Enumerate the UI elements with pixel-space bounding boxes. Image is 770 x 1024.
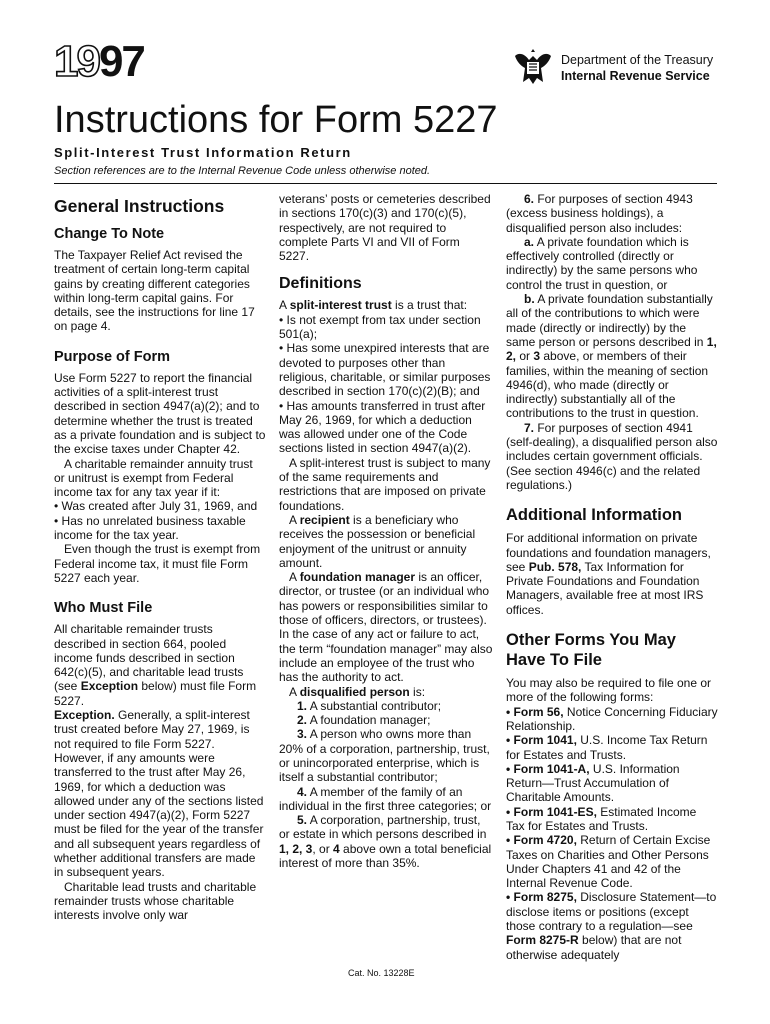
item-5-text-b: , or	[312, 841, 334, 856]
item-5-refs: 1, 2, 3	[279, 841, 313, 856]
year-outline: 19	[54, 37, 99, 86]
heading-purpose-of-form: Purpose of Form	[54, 348, 171, 365]
list-item-3	[279, 727, 493, 784]
list-item-2	[279, 713, 493, 727]
form-1041a-label: • Form 1041-A,	[506, 761, 590, 776]
paragraph-sit-def	[279, 298, 493, 312]
who-text-b: below) must file Form 5227.	[54, 679, 257, 708]
bullet-no-ubti: • Has no unrelated business taxable income for the tax year.	[54, 513, 246, 543]
paragraph-even: Even though the trust is exempt from Federal income tax, it must file Form 5227 each year.	[54, 542, 261, 585]
form-4720-text: Return of Certain Excise Taxes on Charities and Other Persons Under Chapters 41 and 42 of the Internal Revenue Code.	[506, 833, 711, 891]
form-8275-item	[506, 890, 718, 961]
foundation-manager-term: foundation manager	[299, 570, 416, 585]
fm-pre: A	[289, 570, 300, 585]
form-8275-label: • Form 8275,	[506, 890, 577, 905]
sub-item-a-text: A private foundation which is effectively controlled (directly or indirectly) by the same persons who control the trust in question, or	[506, 234, 698, 292]
who-exception-ref: Exception	[80, 679, 139, 694]
sub-item-b-refs: 1, 2,	[506, 334, 717, 364]
item-5-ref4: 4	[333, 841, 340, 856]
bullet-not-exempt: • Is not exempt from tax under section 501(a);	[279, 312, 481, 342]
paragraph-crat: A charitable remainder annuity trust or unitrust is exempt from Federal income tax for any tax year if it:	[54, 456, 253, 500]
form-1041es-item	[506, 805, 718, 834]
additional-text-a: For additional information on private foundations and foundation managers, see	[506, 531, 711, 574]
list-item-7	[506, 421, 718, 492]
form-1041-text: U.S. Income Tax Return for Estates and Trusts.	[506, 733, 708, 762]
sub-item-b-ref3: 3	[533, 349, 541, 364]
form-1041-item	[506, 733, 718, 762]
form-1041a-text: U.S. Information Return—Trust Accumulation of Charitable Amounts.	[506, 761, 680, 805]
form-56-text: Notice Concerning Fiduciary Relationship.	[506, 704, 718, 733]
heading-general-instructions: General Instructions	[54, 196, 225, 216]
agency-irs: Internal Revenue Service	[561, 69, 710, 83]
rec-pre: A	[289, 512, 300, 527]
year-solid: 97	[98, 37, 144, 86]
sub-item-a-label: a.	[524, 234, 535, 249]
form-8275-text: Disclosure Statement—to disclose items or positions (except those contrary to a regulation—see	[506, 890, 717, 934]
dp-post: is:	[409, 684, 426, 699]
item-4-number: 4.	[297, 784, 308, 799]
heading-additional-information: Additional Information	[506, 506, 682, 525]
catalog-number: Cat. No. 13228E	[348, 968, 415, 978]
item-3-text: A person who owns more than 20% of a corporation, partnership, trust, or unincorporated enterprise, which is itself a substantial contributor;	[279, 727, 490, 785]
sit-term: split-interest trust	[289, 298, 392, 313]
treasury-eagle-icon	[513, 48, 553, 88]
list-item-1	[279, 699, 493, 713]
sit-post: is a trust that:	[391, 298, 468, 313]
list-item-6	[506, 192, 718, 235]
fm-post: is an officer, director, or trustee (or an individual who has powers or responsibilities similar to those of officers, directors, or trustees). In the case of any act or failure to act, the term “foundation manager” may also include an employee of the trust who has the authority to act.	[279, 570, 493, 685]
form-8275-text-2: below) that are not otherwise adequately	[506, 933, 682, 962]
form-56-label: • Form 56,	[506, 704, 564, 719]
paragraph-disqualified	[279, 685, 493, 699]
form-8275r-ref: Form 8275-R	[506, 933, 579, 948]
heading-who-must-file: Who Must File	[54, 600, 153, 617]
paragraph-exception	[54, 708, 266, 880]
item-1-number: 1.	[297, 698, 308, 713]
form-4720-label: • Form 4720,	[506, 833, 577, 848]
list-item-4	[279, 785, 493, 814]
item-3-number: 3.	[297, 727, 308, 742]
item-2-text: A foundation manager;	[307, 713, 431, 728]
heading-other-forms: Other Forms You May Have To File	[506, 631, 676, 670]
form-1041a-item	[506, 762, 718, 805]
sub-item-b-text-c: above, or members of their families, within the meaning of section 4946(d), who made (directly or indirectly) substantially all of the contributions to the trust in question.	[506, 349, 709, 421]
paragraph-purpose: Use Form 5227 to report the financial activities of a split-interest trust described in section 4947(a)(2); and to determine whether the trust is treated as a private foundation and is subject to the excise taxes under Chapter 42.	[54, 370, 266, 457]
exception-text: Generally, a split-interest trust created before May 27, 1969, is not required to file Form 5227. However, if any amounts were transferred to the trust after May 26, 1969, for which a deduction was allowed under any of the sections listed under section 4947(a)(2), Form 5227 must be filed for the year of the transfer and all subsequent years regardless of whether additional transfers are made in subsequent years.	[54, 708, 264, 880]
item-5-number: 5.	[297, 813, 308, 828]
paragraph-sit-subject: A split-interest trust is subject to many of the same requirements and restrictions that are imposed on private foundations.	[279, 455, 491, 513]
paragraph-other-intro: You may also be required to file one or more of the following forms:	[506, 676, 712, 705]
item-1-text: A substantial contributor;	[307, 698, 442, 713]
sub-item-b-label: b.	[524, 292, 535, 307]
paragraph-additional	[506, 531, 718, 617]
who-text-a: All charitable remainder trusts described in section 664, pooled income funds described in section 642(c)(5), and charitable lead trusts (see	[54, 622, 244, 694]
dp-pre: A	[289, 684, 300, 699]
item-4-text: A member of the family of an individual in the first three categories; or	[279, 784, 492, 813]
column-3	[506, 192, 718, 962]
item-5-text-a: A corporation, partnership, trust, or estate in which persons described in	[279, 813, 487, 842]
paragraph-who	[54, 622, 266, 708]
agency-department: Department of the Treasury	[561, 53, 714, 67]
heading-definitions: Definitions	[279, 275, 362, 293]
exception-label: Exception.	[54, 708, 115, 723]
paragraph-recipient	[279, 513, 493, 570]
sub-item-a	[506, 235, 718, 292]
form-subtitle: Split-Interest Trust Information Return	[54, 145, 352, 160]
column-1	[54, 192, 266, 922]
column-2	[279, 192, 493, 870]
header-divider	[54, 183, 717, 184]
form-1041es-text: Estimated Income Tax for Estates and Trusts.	[506, 804, 697, 833]
sub-item-b	[506, 292, 718, 421]
recipient-term: recipient	[299, 512, 350, 527]
paragraph-clt: Charitable lead trusts and charitable remainder trusts whose charitable interests involve only war	[54, 879, 257, 923]
item-6-text: For purposes of section 4943 (excess business holdings), a disqualified person also includes:	[506, 192, 693, 235]
sit-pre: A	[279, 298, 290, 313]
form-56-item	[506, 705, 718, 734]
item-5-text-c: above own a total beneficial interest of more than 35%.	[279, 841, 492, 871]
agency-block	[561, 52, 713, 84]
section-note: Section references are to the Internal Revenue Code unless otherwise noted.	[54, 165, 431, 177]
bullet-created: • Was created after July 31, 1969, and	[54, 499, 258, 514]
page-title: Instructions for Form 5227	[54, 99, 498, 141]
paragraph-veterans: veterans’ posts or cemeteries described in sections 170(c)(3) and 170(c)(5), respectively, are not required to complete Parts VI and VII of Form 5227.	[279, 192, 491, 264]
form-1041es-label: • Form 1041-ES,	[506, 804, 597, 819]
item-6-number: 6.	[524, 192, 535, 206]
pub-578-ref: Pub. 578,	[528, 559, 582, 574]
bullet-unexpired: • Has some unexpired interests that are devoted to purposes other than religious, charitable, or similar purposes described in section 170(c)(2)(B); and	[279, 341, 491, 399]
heading-change-to-note: Change To Note	[54, 226, 165, 242]
sub-item-b-text-a: A private foundation substantially all of the contributions to which were made (directly or indirectly) by the same person or persons described in	[506, 292, 713, 349]
paragraph-foundation-manager	[279, 570, 493, 684]
sub-item-b-text-b: or	[516, 349, 534, 364]
bullet-transferred: • Has amounts transferred in trust after May 26, 1969, for which a deduction was allowed under one of the Code sections listed in section 4947(a)(2).	[279, 398, 486, 456]
item-2-number: 2.	[297, 713, 308, 728]
year-mark	[54, 37, 144, 86]
paragraph-change: The Taxpayer Relief Act revised the treatment of certain long-term capital gains by creating different categories within long-term capital gains. For details, see the instructions for line 17 on page 4.	[54, 248, 255, 334]
form-1041-label: • Form 1041,	[506, 733, 577, 748]
disqualified-person-term: disqualified person	[299, 684, 410, 699]
list-item-5	[279, 813, 493, 870]
form-4720-item	[506, 833, 718, 890]
additional-text-b: Tax Information for Private Foundations and Foundation Managers, available free at most IRS offices.	[506, 559, 704, 617]
item-7-number: 7.	[524, 420, 535, 435]
item-7-text: For purposes of section 4941 (self-dealing), a disqualified person also includes certain government officials. (See section 4946(c) and the related regulations.)	[506, 420, 718, 492]
rec-post: is a beneficiary who receives the possession or beneficial enjoyment of the unitrust or annuity amount.	[279, 512, 476, 570]
